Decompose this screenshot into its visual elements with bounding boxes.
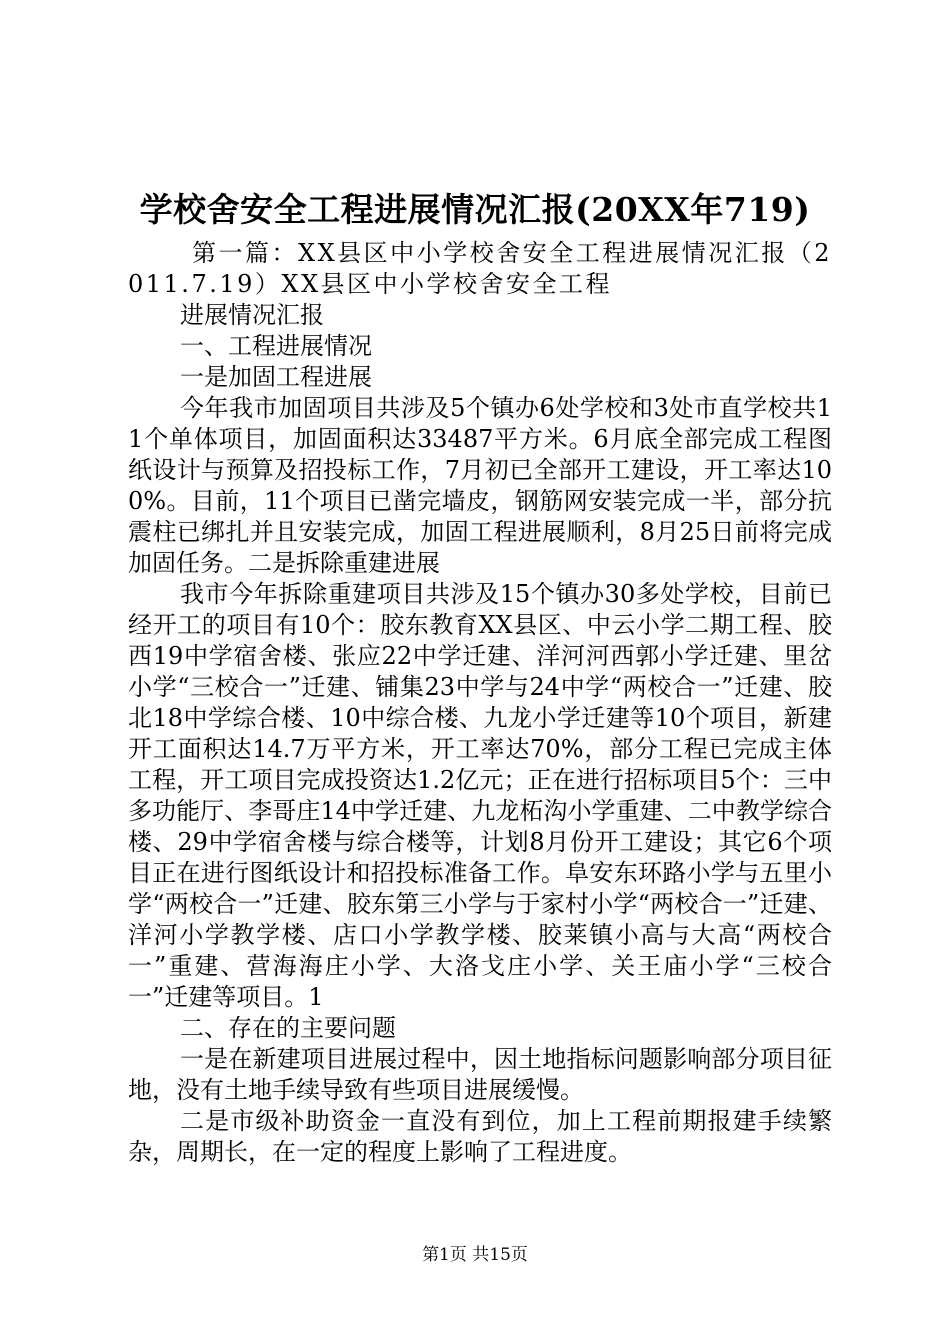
paragraph-reinforcement: 今年我市加固项目共涉及5个镇办6处学校和3处市直学校共11个单体项目，加固面积达33487平方米。6月底全部完成工程图纸设计与预算及招投标工作，7月初已全部开工建设，开工率达100%。目前，11个项目已凿完墙皮，钢筋网安装完成一半，部分抗震柱已绑扎并且安装完成，加固工程进展顺利，8月25日前将完成加固任务。二是拆除重建进展 [128, 394, 832, 577]
section-heading-progress: 一、工程进展情况 [180, 332, 372, 360]
document-body [128, 238, 832, 1168]
paragraph-intro: 第一篇：XX县区中小学校舍安全工程进展情况汇报（2011.7.19）XX县区中小学校舍安全工程 [128, 239, 832, 298]
paragraph-rebuild: 我市今年拆除重建项目共涉及15个镇办30多处学校，目前已经开工的项目有10个：胶东教育XX县区、中云小学二期工程、胶西19中学宿舍楼、张应22中学迁建、洋河河西郭小学迁建、里岔小学“三校合一”迁建、铺集23中学与24中学“两校合一”迁建、胶北18中学综合楼、10中综合楼、九龙小学迁建等10个项目，新建开工面积达14.7万平方米，开工率达70%，部分工程已完成主体工程，开工项目完成投资达1.2亿元；正在进行招标项目5个：三中多功能厅、李哥庄14中学迁建、九龙柘沟小学重建、二中教学综合楼、29中学宿舍楼与综合楼等，计划8月份开工建设；其它6个项目正在进行图纸设计和招投标准备工作。阜安东环路小学与五里小学“两校合一”迁建、胶东第三小学与于家村小学“两校合一”迁建、洋河小学教学楼、店口小学教学楼、胶莱镇小高与大高“两校合一”重建、营海海庄小学、大洛戈庄小学、关王庙小学“三校合一”迁建等项目。1 [128, 580, 832, 1011]
paragraph-problem-land: 一是在新建项目进展过程中，因土地指标问题影响部分项目征地，没有土地手续导致有些项目进展缓慢。 [128, 1045, 832, 1104]
section-heading-problems: 二、存在的主要问题 [180, 1014, 396, 1042]
paragraph-problem-funding: 二是市级补助资金一直没有到位，加上工程前期报建手续繁杂，周期长，在一定的程度上影响了工程进度。 [128, 1107, 832, 1166]
document-title: 学校舍安全工程进展情况汇报(20XX年719) [139, 190, 811, 229]
subsection-heading-reinforcement: 一是加固工程进展 [180, 363, 372, 391]
paragraph-subtitle: 进展情况汇报 [180, 301, 324, 329]
page-footer: 第1页 共15页 [422, 1245, 528, 1265]
